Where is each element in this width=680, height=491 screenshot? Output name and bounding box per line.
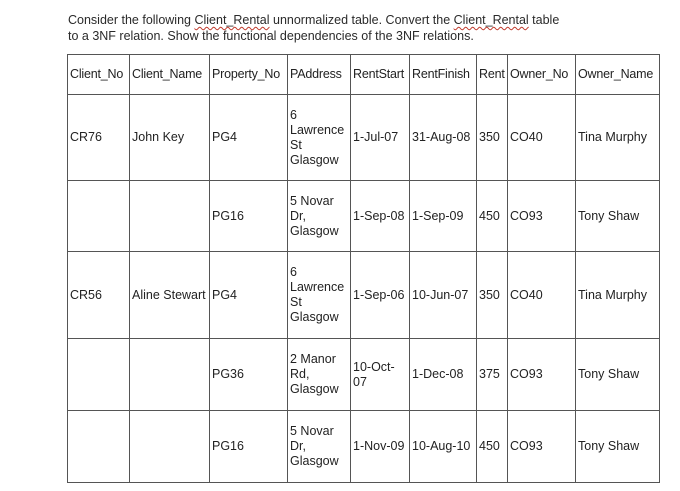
cell-rentfinish: 10-Aug-10 (410, 411, 477, 483)
term-client-rental: Client_Rental (194, 13, 270, 27)
question-line-1-middle: unnormalized table. Convert the (269, 13, 454, 27)
cell-rentstart: 1-Jul-07 (351, 95, 410, 181)
cell-client-no: CR76 (68, 95, 130, 181)
question-line-1 (68, 12, 668, 28)
header-rentstart: RentStart (351, 55, 410, 95)
cell-client-no (68, 339, 130, 411)
table-row (68, 252, 660, 339)
table-row (68, 95, 660, 181)
header-paddress: PAddress (288, 55, 351, 95)
cell-client-no: CR56 (68, 252, 130, 339)
cell-owner-name: Tina Murphy (576, 95, 660, 181)
cell-owner-no: CO93 (508, 181, 576, 252)
cell-rent: 350 (477, 252, 508, 339)
cell-paddress: 6 Lawrence St Glasgow (288, 252, 351, 339)
cell-property-no: PG36 (210, 339, 288, 411)
cell-rentfinish: 1-Sep-09 (410, 181, 477, 252)
cell-rent: 450 (477, 411, 508, 483)
cell-rentstart: 1-Sep-06 (351, 252, 410, 339)
question-line-2: to a 3NF relation. Show the functional dependencies of the 3NF relations. (68, 29, 474, 43)
term-client-rental-2: Client_Rental (453, 13, 529, 27)
cell-property-no: PG16 (210, 181, 288, 252)
cell-paddress: 5 Novar Dr, Glasgow (288, 411, 351, 483)
cell-owner-name: Tina Murphy (576, 252, 660, 339)
cell-property-no: PG4 (210, 252, 288, 339)
header-property-no: Property_No (210, 55, 288, 95)
cell-owner-name: Tony Shaw (576, 411, 660, 483)
cell-client-name (130, 411, 210, 483)
cell-rent: 375 (477, 339, 508, 411)
cell-rent: 450 (477, 181, 508, 252)
cell-property-no: PG4 (210, 95, 288, 181)
table-row (68, 181, 660, 252)
cell-rentstart: 1-Sep-08 (351, 181, 410, 252)
cell-rentfinish: 1-Dec-08 (410, 339, 477, 411)
cell-rentfinish: 31-Aug-08 (410, 95, 477, 181)
cell-paddress: 6 Lawrence St Glasgow (288, 95, 351, 181)
header-owner-name: Owner_Name (576, 55, 660, 95)
question-text (68, 12, 668, 44)
cell-rentstart: 1-Nov-09 (351, 411, 410, 483)
cell-paddress: 5 Novar Dr, Glasgow (288, 181, 351, 252)
table-row (68, 339, 660, 411)
cell-owner-no: CO93 (508, 411, 576, 483)
cell-client-no (68, 181, 130, 252)
header-rent: Rent (477, 55, 508, 95)
cell-owner-no: CO40 (508, 95, 576, 181)
cell-paddress: 2 Manor Rd, Glasgow (288, 339, 351, 411)
cell-rentfinish: 10-Jun-07 (410, 252, 477, 339)
table-header-row (68, 55, 660, 95)
cell-client-name: John Key (130, 95, 210, 181)
cell-property-no: PG16 (210, 411, 288, 483)
question-line-1-start: Consider the following (68, 13, 195, 27)
cell-rentstart: 10-Oct-07 (351, 339, 410, 411)
header-rentfinish: RentFinish (410, 55, 477, 95)
table-row (68, 411, 660, 483)
cell-client-name: Aline Stewart (130, 252, 210, 339)
cell-owner-no: CO93 (508, 339, 576, 411)
cell-client-name (130, 181, 210, 252)
client-rental-table (67, 54, 660, 483)
cell-owner-name: Tony Shaw (576, 339, 660, 411)
cell-client-name (130, 339, 210, 411)
cell-owner-no: CO40 (508, 252, 576, 339)
cell-owner-name: Tony Shaw (576, 181, 660, 252)
header-owner-no: Owner_No (508, 55, 576, 95)
cell-client-no (68, 411, 130, 483)
header-client-no: Client_No (68, 55, 130, 95)
question-line-1-end: table (528, 13, 560, 27)
header-client-name: Client_Name (130, 55, 210, 95)
cell-rent: 350 (477, 95, 508, 181)
